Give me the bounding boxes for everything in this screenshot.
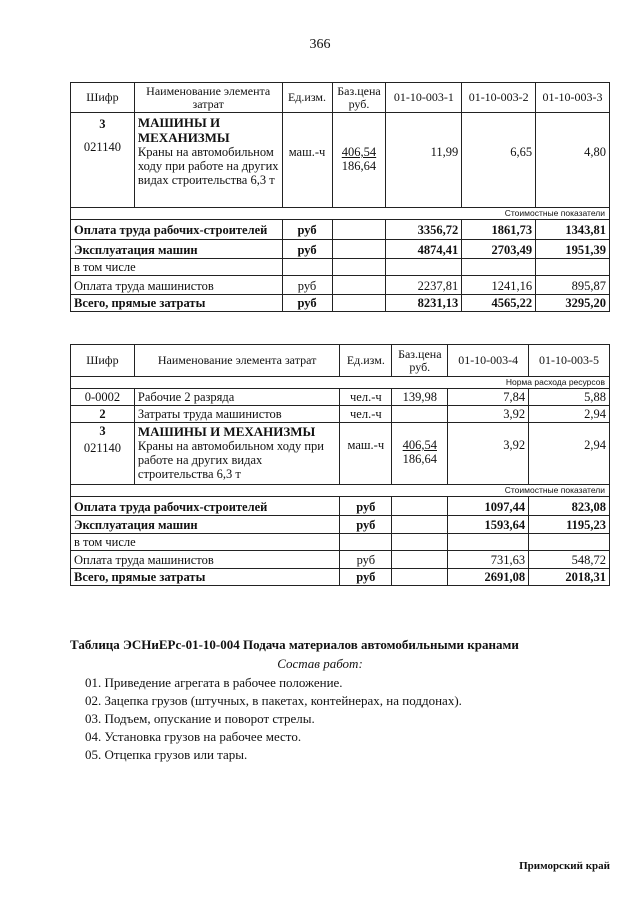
cost-label-row [71,208,610,220]
section-title: МАШИНЫ И МЕХАНИЗМЫ [137,115,230,145]
resource-code: 0-0002 [71,389,135,406]
summary-value: 8231,13 [386,295,462,312]
section-code: 3 [99,424,106,438]
summary-name: Всего, прямые затраты [71,295,283,312]
table-row [71,423,610,485]
col-header: Шифр [71,345,135,377]
cost-label: Стоимостные показатели [71,208,610,220]
resource-name: Затраты труда машинистов [134,406,339,423]
summary-unit: руб [340,569,392,586]
resource-code: 021140 [83,140,121,154]
summary-unit: руб [282,240,332,259]
col-header: 01-10-003-5 [529,345,610,377]
section-code: 3 [99,117,106,131]
work-item: 05. Отцепка грузов или тары. [85,747,248,762]
base-price: 406,54 [341,145,377,159]
value-cell: 3,92 [448,406,529,423]
table-row [71,389,610,406]
summary-value: 1241,16 [462,276,536,295]
summary-value: 1195,23 [529,516,610,534]
table-row [71,406,610,423]
summary-value: 1343,81 [536,220,610,240]
value-cell: 2,94 [529,423,610,485]
summary-row [71,295,610,312]
summary-value: 4565,22 [462,295,536,312]
summary-value: 4874,41 [386,240,462,259]
cost-label: Стоимостные показатели [71,485,610,497]
cost-label-row [71,485,610,497]
summary-value: 1593,64 [448,516,529,534]
unit-cell: чел.-ч [340,389,392,406]
page-number: 366 [309,37,331,52]
base-price: 139,98 [392,389,448,406]
summary-row [71,551,610,569]
summary-name: Эксплуатация машин [71,240,283,259]
summary-row [71,516,610,534]
base-price-2: 186,64 [402,452,437,466]
summary-row [71,220,610,240]
resource-code: 021140 [83,441,121,455]
summary-name: Всего, прямые затраты [71,569,340,586]
col-header: Шифр [71,83,135,113]
section-title: МАШИНЫ И МЕХАНИЗМЫ [137,424,316,439]
summary-unit: руб [340,551,392,569]
norm-label-row [71,377,610,389]
summary-value: 548,72 [529,551,610,569]
resource-code: 2 [71,406,135,423]
table-caption: Таблица ЭСНиЕРс-01-10-004 Подача материалов автомобильными кранами [70,637,519,652]
summary-row [71,534,610,551]
summary-name: Оплата труда рабочих-строителей [71,220,283,240]
summary-value: 3356,72 [386,220,462,240]
table-2 [70,344,610,586]
work-item: 02. Зацепка грузов (штучных, в пакетах, контейнерах, на поддонах). [85,693,462,708]
summary-name: Оплата труда рабочих-строителей [71,497,340,516]
summary-value: 731,63 [448,551,529,569]
col-header: 01-10-003-3 [536,83,610,113]
summary-row [71,497,610,516]
summary-name: в том числе [71,259,283,276]
work-item: 01. Приведение агрегата в рабочее положение. [85,675,343,690]
summary-value: 1861,73 [462,220,536,240]
col-header: Баз.цена руб. [392,345,448,377]
summary-name: Оплата труда машинистов [71,276,283,295]
summary-value: 2691,08 [448,569,529,586]
summary-name: Эксплуатация машин [71,516,340,534]
summary-value: 2237,81 [386,276,462,295]
table-header-row [71,345,610,377]
work-item: 04. Установка грузов на рабочее место. [85,729,302,744]
work-composition-title: Состав работ: [277,656,363,671]
summary-value: 3295,20 [536,295,610,312]
unit-cell: чел.-ч [340,406,392,423]
col-header: Ед.изм. [282,83,332,113]
summary-unit: руб [340,516,392,534]
value-cell: 4,80 [536,113,610,208]
summary-value: 1951,39 [536,240,610,259]
value-cell: 5,88 [529,389,610,406]
value-cell: 11,99 [386,113,462,208]
base-price [392,406,448,423]
summary-row [71,259,610,276]
norm-label: Норма расхода ресурсов [71,377,610,389]
col-header: 01-10-003-1 [386,83,462,113]
value-cell: 2,94 [529,406,610,423]
summary-value: 823,08 [529,497,610,516]
col-header: 01-10-003-2 [462,83,536,113]
col-header: Баз.цена руб. [332,83,386,113]
summary-row [71,276,610,295]
unit-cell: маш.-ч [282,113,332,208]
base-price-2: 186,64 [341,159,377,173]
summary-value: 2703,49 [462,240,536,259]
resource-name: Рабочие 2 разряда [134,389,339,406]
summary-row [71,569,610,586]
work-item: 03. Подъем, опускание и поворот стрелы. [85,711,315,726]
footer-region: Приморский край [519,860,610,872]
col-header: Наименование элемента затрат [134,83,282,113]
summary-unit: руб [282,295,332,312]
summary-unit: руб [282,220,332,240]
col-header: Ед.изм. [340,345,392,377]
resource-name: Краны на автомобильном ходу при работе на других видах строительства 6,3 т [137,439,324,481]
base-price: 406,54 [402,438,437,452]
col-header: Наименование элемента затрат [134,345,339,377]
resource-name: Краны на автомобильном ходу при работе на других видах строительства 6,3 т [137,145,279,187]
unit-cell: маш.-ч [340,423,392,485]
summary-name: Оплата труда машинистов [71,551,340,569]
summary-unit: руб [282,276,332,295]
summary-value: 1097,44 [448,497,529,516]
table-1 [70,82,610,312]
value-cell: 3,92 [448,423,529,485]
summary-value: 895,87 [536,276,610,295]
col-header: 01-10-003-4 [448,345,529,377]
summary-name: в том числе [71,534,340,551]
value-cell: 7,84 [448,389,529,406]
table-row [71,113,610,208]
summary-row [71,240,610,259]
summary-unit: руб [340,497,392,516]
value-cell: 6,65 [462,113,536,208]
table-header-row [71,83,610,113]
summary-value: 2018,31 [529,569,610,586]
